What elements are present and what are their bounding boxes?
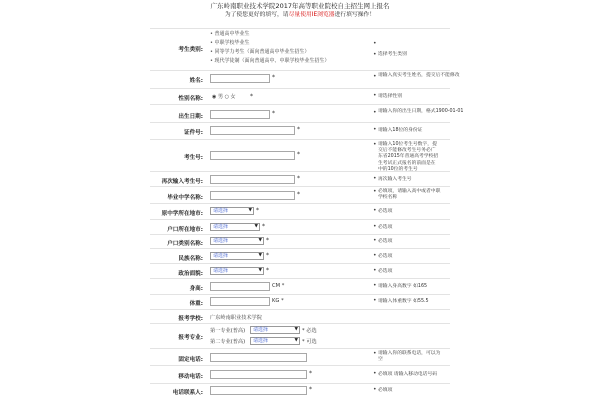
row-divider [150, 323, 450, 324]
weight-input[interactable] [210, 297, 270, 306]
required-mark: * [256, 207, 259, 214]
second-major-select[interactable] [250, 337, 300, 345]
contact-person-label: 电话联系人: [172, 390, 203, 396]
select-value: 请选择 [213, 208, 229, 214]
landline-label: 固定电话: [178, 357, 203, 363]
required-mark: * [281, 283, 285, 289]
required-mark: * [266, 237, 269, 244]
second-major-label: 第二专业(普高) [210, 339, 246, 345]
notice-prefix: 为了使您更好的填写，请 [224, 12, 289, 18]
apply-major-label: 报考专业: [178, 335, 203, 341]
radio-male-icon[interactable]: ◉ [212, 94, 217, 100]
political-status-select[interactable] [210, 267, 264, 275]
select-value: 请选择 [253, 327, 269, 333]
name-label: 姓名: [189, 78, 203, 84]
id-number-label: 证件号: [183, 130, 203, 136]
note-bullet: • [373, 223, 377, 230]
note-bullet: • [373, 40, 377, 47]
contact-person-input[interactable] [210, 386, 307, 395]
exam-number-confirm-input[interactable] [210, 175, 295, 184]
hukou-type-select[interactable] [210, 237, 264, 245]
unit-text: CM [272, 283, 281, 289]
graduate-school-label: 毕业中学名称: [167, 195, 203, 201]
name-note: 请输入真实考生姓名，提交后不能修改 [378, 73, 460, 78]
landline-input[interactable] [210, 353, 307, 362]
height-note: 请输入身高数字 如165 [378, 284, 428, 289]
required-mark: * [272, 74, 275, 81]
chevron-down-icon: ▼ [258, 238, 262, 243]
note-bullet: • [373, 188, 377, 195]
birth-date-label: 出生日期: [178, 114, 203, 120]
mobile-input[interactable] [210, 370, 307, 379]
category-note: 选择考生类别 [378, 52, 407, 57]
row-divider [150, 122, 450, 123]
height-input[interactable] [210, 282, 270, 291]
note-bullet: • [373, 386, 377, 393]
ethnicity-note: 必选项 [378, 254, 393, 259]
gender-note: 请选择性别 [378, 94, 402, 99]
second-major-suffix: 可选 [306, 339, 317, 345]
hukou-type-label: 户口类别名称: [167, 241, 203, 247]
chevron-down-icon: ▼ [294, 338, 298, 343]
exam-number-label: 考生号: [183, 155, 203, 161]
exam-number-confirm-label: 再次输入考生号: [161, 179, 203, 185]
required-mark: * [266, 252, 269, 259]
notice-suffix: 进行填写操作！ [334, 12, 376, 18]
page-title: 广东岭南职业技术学院2017年高等职业院校自主招生网上报名 [210, 2, 390, 10]
note-bullet: • [373, 350, 377, 357]
height-unit [272, 283, 284, 289]
row-divider [150, 278, 450, 279]
school-location-select[interactable] [210, 207, 254, 215]
select-value: 请选择 [213, 238, 229, 244]
note-bullet: • [373, 370, 377, 377]
graduate-school-note: 必填项，请输入高中或者中职学校名称 [378, 189, 441, 201]
note-bullet: • [373, 126, 377, 133]
political-status-label: 政治面貌: [178, 271, 203, 277]
note-bullet: • [373, 267, 377, 274]
select-value: 请选择 [213, 268, 229, 274]
hukou-type-note: 必选项 [378, 239, 393, 244]
first-major-suffix: 必选 [306, 328, 317, 334]
mobile-label: 移动电话: [178, 374, 203, 380]
category-option[interactable]: • 同等学力考生（面向普通高中毕业生招生） [210, 48, 330, 57]
row-divider [150, 234, 450, 235]
row-divider [150, 348, 450, 349]
note-bullet: • [373, 297, 377, 304]
chevron-down-icon: ▼ [248, 208, 252, 213]
required-mark: * [302, 328, 305, 334]
row-divider [150, 219, 450, 220]
first-major-label: 第一专业(普高) [210, 328, 246, 334]
apply-school-label: 报考学校: [178, 316, 203, 322]
gender-option-male[interactable]: 男 [217, 94, 223, 100]
category-option[interactable]: • 普通高中毕业生 [210, 30, 330, 39]
category-option[interactable]: • 中职学校毕业生 [210, 39, 330, 48]
category-label: 考生类别: [178, 47, 203, 53]
ethnicity-select[interactable] [210, 252, 264, 260]
row-divider [150, 309, 450, 310]
second-major-optional [302, 338, 317, 345]
height-label: 身高: [189, 286, 203, 292]
birth-date-note: 请输入你的出生日期，格式1900-01-01 [378, 109, 464, 114]
radio-female-icon[interactable]: ○ [224, 94, 229, 100]
gender-option-female[interactable]: 女 [230, 94, 236, 100]
exam-number-confirm-note: 再次输入考生号 [378, 177, 412, 182]
chevron-down-icon: ▼ [258, 268, 262, 273]
row-divider [150, 28, 450, 29]
row-divider [150, 70, 450, 71]
chevron-down-icon: ▼ [294, 327, 298, 332]
gender-radio-group[interactable] [212, 93, 236, 100]
chevron-down-icon: ▼ [258, 253, 262, 258]
school-location-label: 原中学所在地市: [161, 211, 203, 217]
chevron-down-icon: ▼ [254, 224, 258, 229]
required-mark: * [272, 110, 275, 117]
weight-note: 请输入体重数字 如55.5 [378, 299, 429, 304]
mobile-note: 必填项 请输入移动电话号码 [378, 372, 438, 377]
select-value: 请选择 [213, 224, 229, 230]
birth-date-input[interactable] [210, 110, 270, 119]
note-bullet: • [373, 51, 377, 58]
required-mark: * [297, 191, 300, 198]
exam-number-note: 请输入10位考生号数字，提交后不能修改考生号务必广东省2015年普通高考学校招生考试正式报名的前面是在中的10位的考生号 [378, 142, 439, 172]
landline-note: 请输入你的联系电话，可以为空 [378, 351, 441, 363]
first-major-select[interactable] [250, 326, 300, 334]
id-number-note: 请输入18位的身份证 [378, 128, 423, 133]
required-mark: * [262, 223, 265, 230]
row-divider [150, 365, 450, 366]
hukou-location-label: 户口所在地市: [167, 227, 203, 233]
required-mark: * [297, 175, 300, 182]
notice-highlight: 尽量使用IE浏览器 [288, 12, 335, 18]
required-mark: * [266, 267, 269, 274]
hukou-location-note: 必选项 [378, 225, 393, 230]
category-option[interactable]: • 现代学徒制（面向普通高中、中职学校毕业生招生） [210, 57, 330, 66]
exam-number-input[interactable] [210, 151, 295, 160]
note-bullet: • [373, 141, 377, 148]
required-mark: * [309, 370, 312, 377]
name-input[interactable] [210, 74, 270, 83]
note-bullet: • [373, 175, 377, 182]
required-mark: * [309, 386, 312, 393]
page-header [0, 2, 600, 20]
row-divider [150, 294, 450, 295]
unit-text: KG [272, 298, 280, 304]
row-divider [150, 88, 450, 89]
weight-unit [272, 298, 284, 304]
gender-label: 性别名称: [178, 96, 203, 102]
note-bullet: • [373, 92, 377, 99]
apply-school-value: 广东岭南职业技术学院 [210, 315, 262, 321]
required-mark: * [250, 93, 253, 100]
notice-text [0, 11, 600, 20]
note-bullet: • [373, 252, 377, 259]
row-divider [150, 104, 450, 105]
ethnicity-label: 民族名称: [178, 256, 203, 262]
category-options[interactable] [210, 30, 330, 66]
contact-person-note: 必填项 [378, 388, 393, 393]
school-location-note: 必选项 [378, 209, 393, 214]
weight-label: 体重: [189, 301, 203, 307]
row-divider [150, 203, 450, 204]
required-mark: * [297, 126, 300, 133]
note-bullet: • [373, 207, 377, 214]
graduate-school-input[interactable] [210, 191, 295, 200]
row-divider [150, 248, 450, 249]
first-major-required [302, 327, 317, 334]
note-bullet: • [373, 109, 377, 116]
note-bullet: • [373, 282, 377, 289]
id-number-input[interactable] [210, 126, 295, 135]
select-value: 请选择 [253, 338, 269, 344]
row-divider [150, 263, 450, 264]
row-divider [150, 186, 450, 187]
political-status-note: 必选项 [378, 269, 393, 274]
note-bullet: • [373, 73, 377, 80]
select-value: 请选择 [213, 253, 229, 259]
row-divider [150, 383, 450, 384]
required-mark: * [297, 151, 300, 158]
hukou-location-select[interactable] [210, 223, 260, 231]
required-mark: * [281, 298, 284, 304]
row-divider [150, 139, 450, 140]
note-bullet: • [373, 237, 377, 244]
required-mark: * [302, 339, 305, 345]
